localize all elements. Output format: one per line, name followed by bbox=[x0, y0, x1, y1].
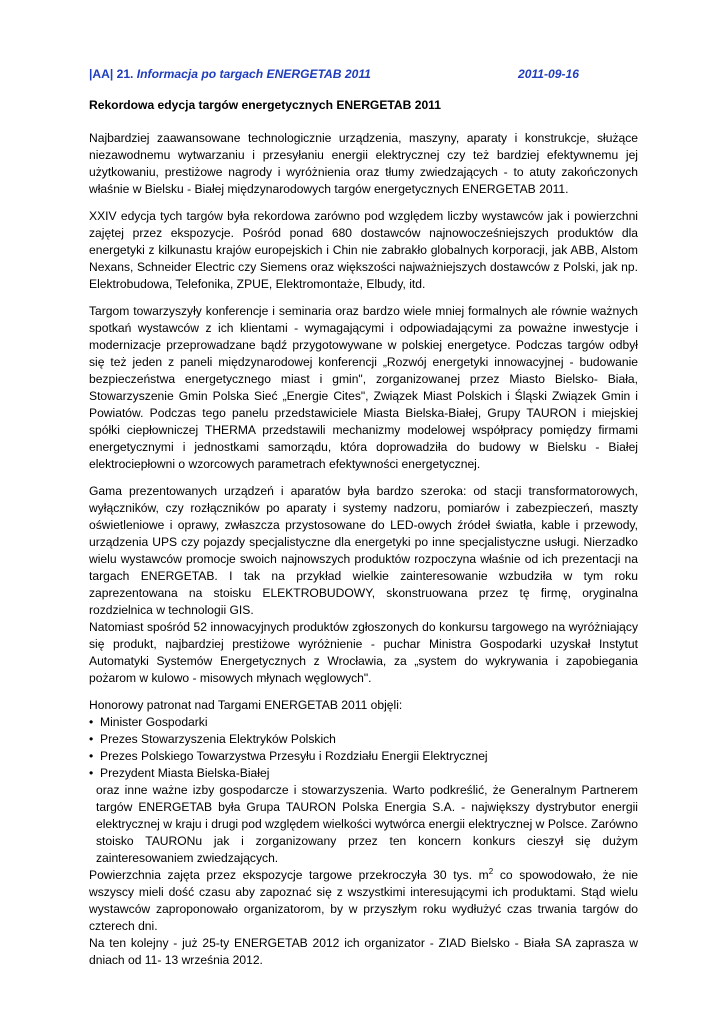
area-text-start: Powierzchnia zajęta przez ekspozycje targowe przekroczyła 30 tys. m bbox=[89, 868, 489, 882]
area-superscript: 2 bbox=[488, 866, 494, 876]
list-item: • Prezes Polskiego Towarzystwa Przesyłu i Rozdziału Energii Elektrycznej bbox=[89, 748, 638, 765]
article-body bbox=[89, 130, 638, 969]
header-code: |AA| 21. bbox=[89, 67, 134, 81]
header-subject: Informacja po targach ENERGETAB 2011 bbox=[136, 67, 371, 81]
area-text-end: co spowodowało, że nie wszyscy mieli dość czasu aby zapoznać się z wszystkimi interesującymi ich produktami. Stąd wielu wystawców zaproponowało organizatorom, by w przyszłym roku wydłużyć czas trwania targów do czterech dni. bbox=[89, 868, 638, 933]
list-item: • Prezes Stowarzyszenia Elektryków Polskich bbox=[89, 731, 638, 748]
paragraph-exhibitors: XXIV edycja tych targów była rekordowa zarówno pod względem liczby wystawców jak i powierzchni zajętej przez ekspozycje. Pośród ponad 680 dostawców najnowocześniejszych produktów dla energetyki z kilkunastu krajów europejskich i Chin nie zabrakło globalnych korporacji, jak ABB, Alstom Nexans, Schneider Electric czy Siemens oraz większości najważniejszych dostawców z Polski, jak np. Elektrobudowa, Telefonika, ZPUE, Elektromontaże, Elbudy, itd. bbox=[89, 209, 638, 291]
list-item: • Minister Gospodarki bbox=[89, 714, 638, 731]
paragraph-awards: Natomiast spośród 52 innowacyjnych produktów zgłoszonych do konkursu targowego na wyróżniający się produkt, najbardziej prestiżowe wyróżnienie - puchar Ministra Gospodarki uzyskał Instytut Automatyki Systemów Energetycznych z Wrocławia, za „system do wykrywania i zapobiegania pożarom w kulowo - misowych młynach węglowych". bbox=[89, 620, 638, 685]
article-title: Rekordowa edycja targów energetycznych ENERGETAB 2011 bbox=[89, 98, 441, 112]
paragraph-intro: Najbardziej zaawansowane technologicznie urządzenia, maszyny, aparaty i konstrukcje, służące niezawodnemu wytwarzaniu i przesyłaniu energii elektrycznej czy też bardziej efektywnemu jej użytkowaniu, prestiżowe nagrody i wyróżnienia oraz tłumy zwiedzających - to atuty zakończonych właśnie w Bielsku - Białej międzynarodowych targów energetycznych ENERGETAB 2011. bbox=[89, 131, 638, 196]
patrons-list bbox=[89, 714, 638, 782]
paragraph-area bbox=[89, 867, 638, 935]
list-item: • Prezydent Miasta Bielska-Białej bbox=[89, 765, 638, 782]
paragraph-partners: oraz inne ważne izby gospodarcze i stowarzyszenia. Warto podkreślić, że Generalnym Partnerem targów ENERGETAB była Grupa TAURON Polska Energia S.A. - największy dystrybutor energii elektrycznej w kraju i drugi pod względem wielkości wytwórca energii elektrycznej w Polsce. Zarówno stoisko TAURONu jak i zorganizowany przez ten koncern konkurs cieszył się dużym zainteresowaniem zwiedzających. bbox=[96, 783, 638, 865]
paragraph-products: Gama prezentowanych urządzeń i aparatów była bardzo szeroka: od stacji transformatorowych, wyłączników, czy rozłączników po aparaty i systemy nadzoru, pomiarów i zabezpieczeń, maszty oświetleniowe i oprawy, zwłaszcza przystosowane do LED-owych źródeł światła, kable i przewody, urządzenia UPS czy pojazdy specjalistyczne dla energetyki po inne specjalistyczne usługi. Nierzadko wielu wystawców promocje swoich najnowszych produktów rozpoczyna właśnie od ich prezentacji na targach ENERGETAB. I tak na przykład wielkie zainteresowanie wzbudziła w tym roku zaprezentowana na stoisku ELEKTROBUDOWY, skonstruowana przez tę firmę, oryginalna rozdzielnica w technologii GIS. bbox=[89, 484, 638, 617]
header-date: 2011-09-16 bbox=[518, 67, 579, 81]
header-reference bbox=[89, 66, 371, 83]
paragraph-next-edition: Na ten kolejny - już 25-ty ENERGETAB 2012 ich organizator - ZIAD Bielsko - Biała SA zaprasza w dniach od 11- 13 września 2012. bbox=[89, 936, 638, 967]
paragraph-conferences: Targom towarzyszyły konferencje i seminaria oraz bardzo wiele mniej formalnych ale równie ważnych spotkań wystawców z ich klientami - wymagającymi i odpowiadającymi za poważne inwestycje i modernizacje przeprowadzane bądź przygotowywane w polskiej energetyce. Podczas targów odbył się też jeden z paneli międzynarodowej konferencji „Rozwój energetyki innowacyjnej - budowanie bezpieczeństwa energetycznego miast i gmin", zorganizowanej przez Miasto Bielsko- Biała, Stowarzyszenie Gmin Polska Sieć „Energie Cites", Związek Miast Polskich i Śląski Związek Gmin i Powiatów. Podczas tego panelu przedstawiciele Miasta Bielska-Białej, Grupy TAURON i miejskiej spółki ciepłowniczej THERMA przedstawili mechanizmy modelowej współpracy pomiędzy firmami energetycznymi i jednostkami samorządu, która doprowadziła do budowy w Bielsku - Białej elektrociepłowni o wzorcowych parametrach efektywności energetycznej. bbox=[89, 304, 638, 471]
paragraph-patronage-intro: Honorowy patronat nad Targami ENERGETAB 2011 objęli: bbox=[89, 698, 403, 712]
